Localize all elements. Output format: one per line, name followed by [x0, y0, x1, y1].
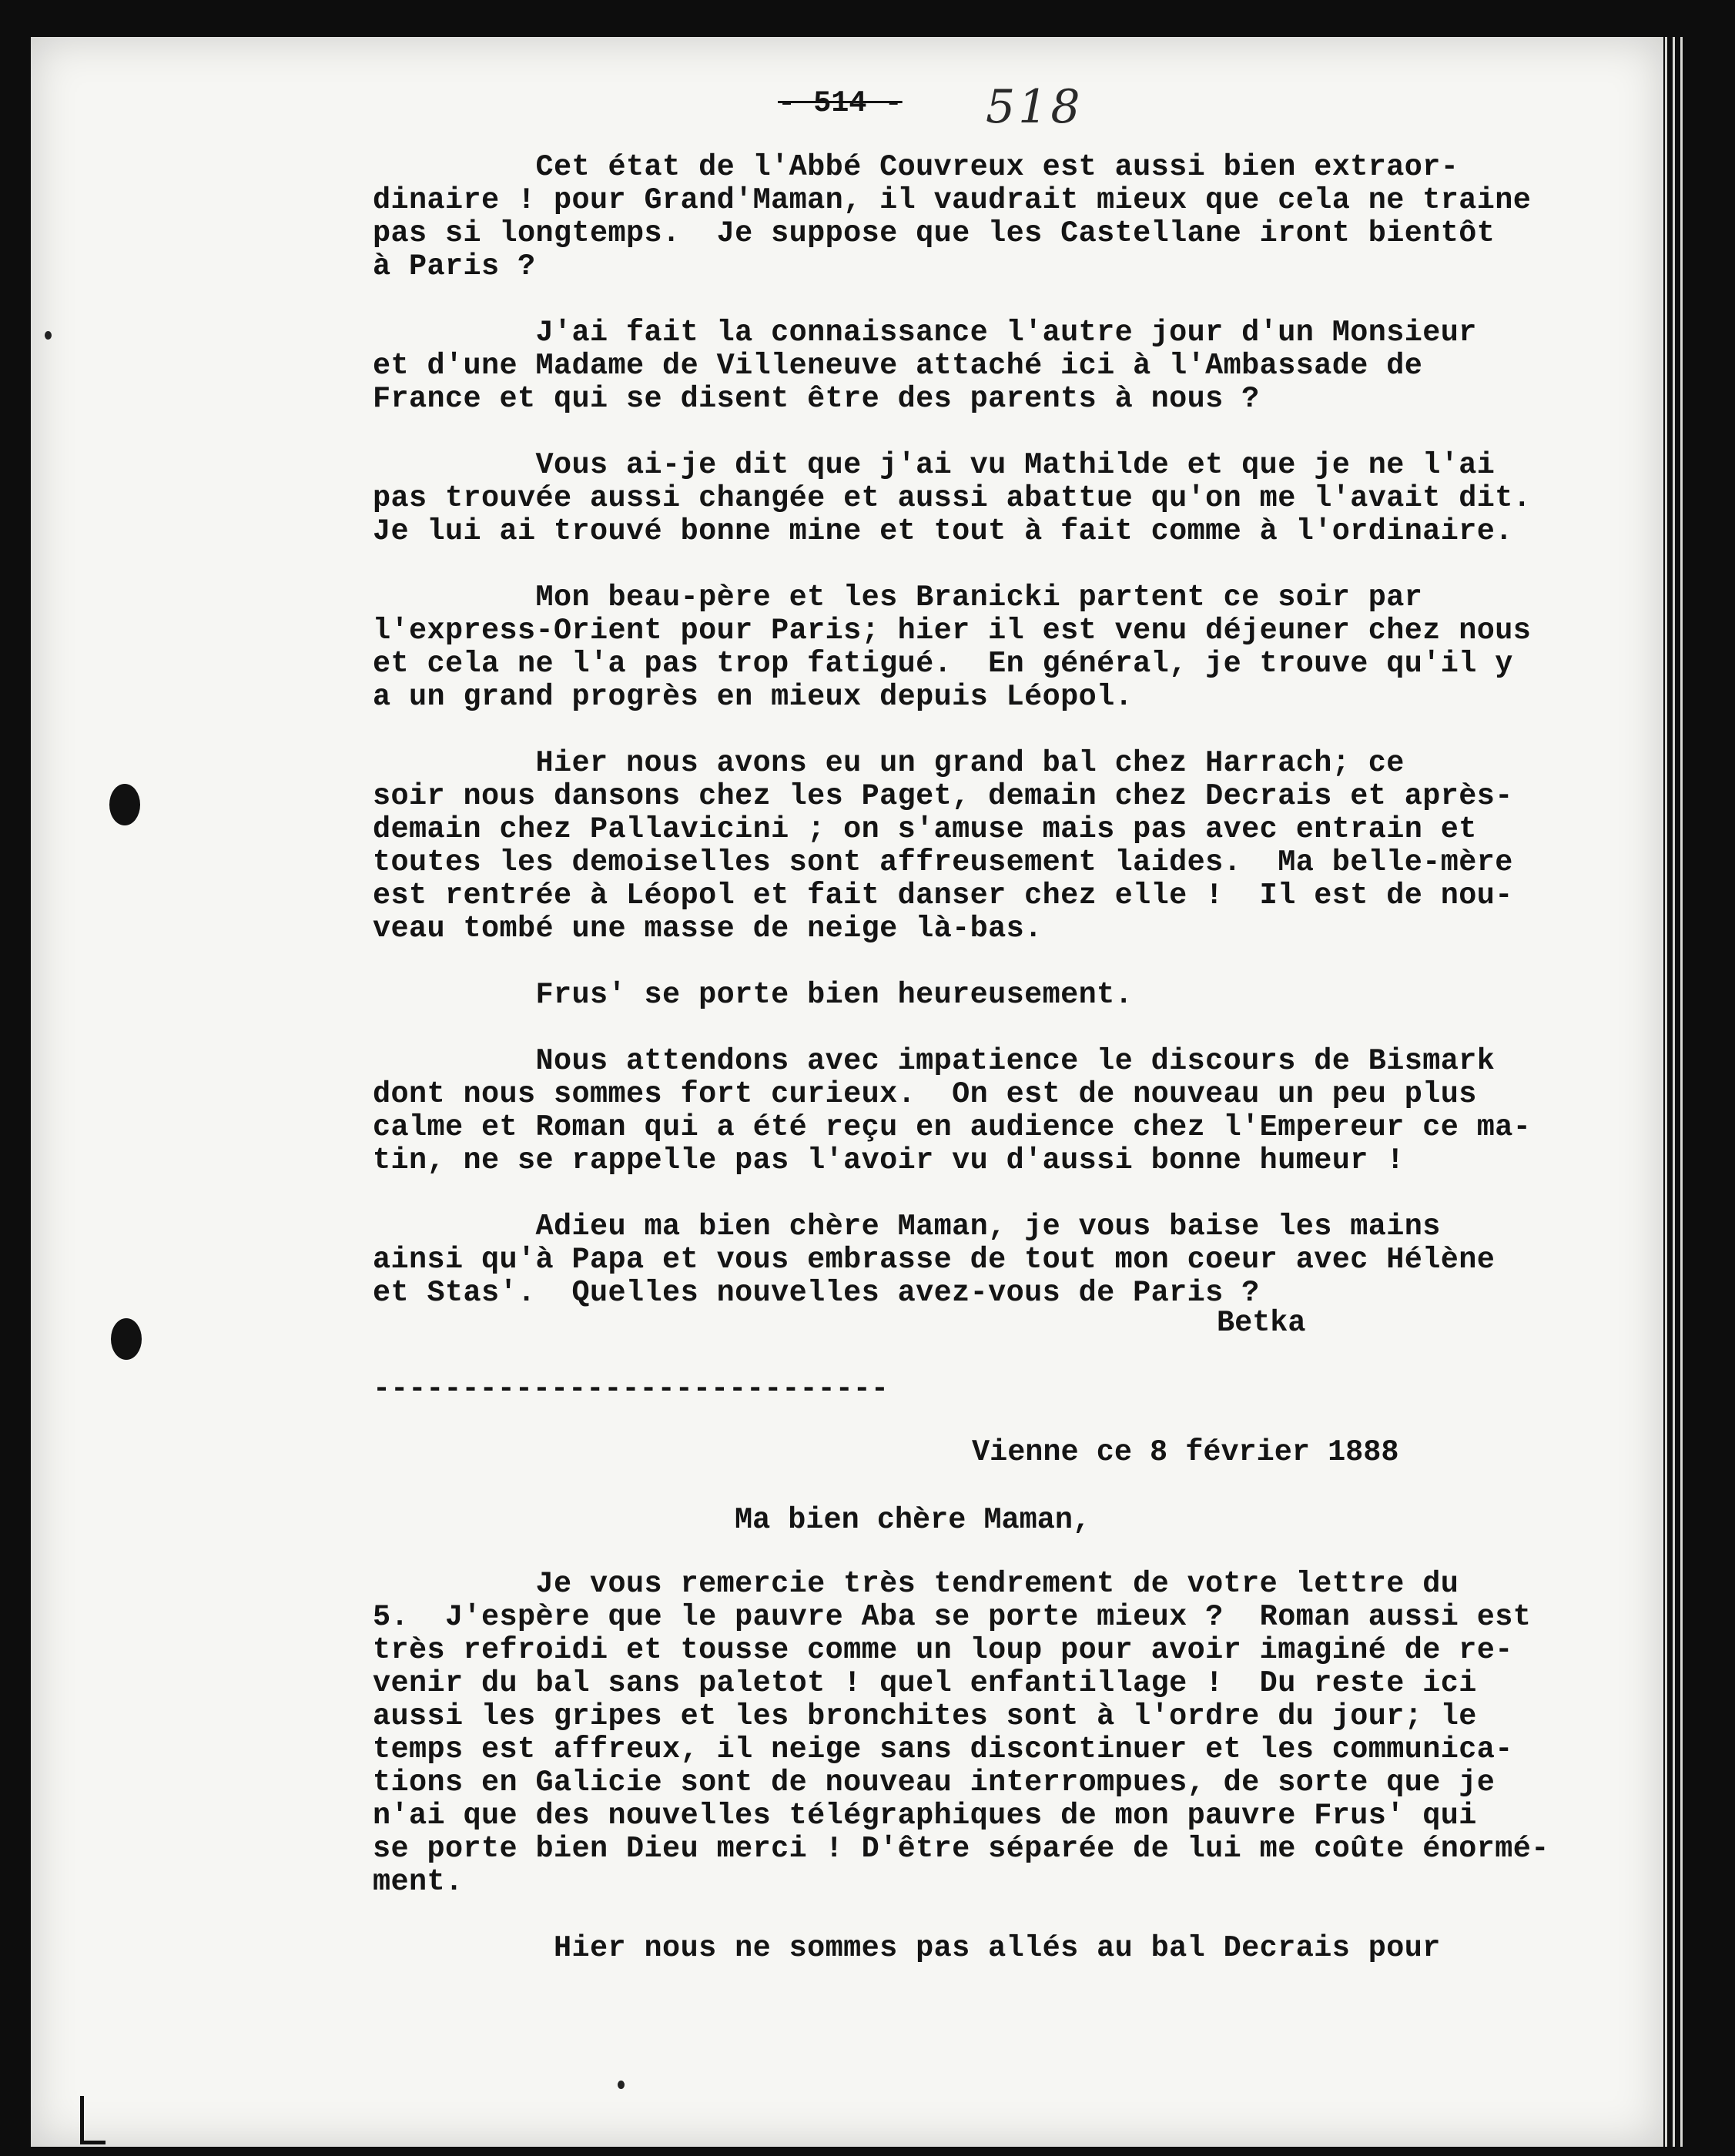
- salutation: Ma bien chère Maman,: [735, 1503, 1091, 1537]
- corner-mark: [80, 2096, 106, 2144]
- text-line: veau tombé une masse de neige là-bas.: [373, 912, 1043, 946]
- text-line: Adieu ma bien chère Maman, je vous baise les mains: [373, 1210, 1441, 1244]
- text-line: très refroidi et tousse comme un loup pour avoir imaginé de re-: [373, 1633, 1513, 1667]
- text-line: ment.: [373, 1865, 464, 1899]
- paragraph-gap: [373, 1899, 1643, 1932]
- paragraph-gap: [373, 1012, 1628, 1045]
- text-line: dinaire ! pour Grand'Maman, il vaudrait mieux que cela ne traine: [373, 183, 1532, 217]
- paragraph-gap: [373, 946, 1628, 979]
- separator-line: -----------------------------: [373, 1372, 889, 1406]
- paragraph: [373, 151, 1628, 283]
- page-edge: [1665, 37, 1667, 2147]
- text-line: tions en Galicie sont de nouveau interrompues, de sorte que je: [373, 1766, 1496, 1799]
- text-line: France et qui se disent être des parents à nous ?: [373, 382, 1260, 416]
- text-line: dont nous sommes fort curieux. On est de nouveau un peu plus: [373, 1077, 1477, 1111]
- text-line: et cela ne l'a pas trop fatigué. En général, je trouve qu'il y: [373, 647, 1513, 681]
- text-line: Frus' se porte bien heureusement.: [373, 978, 1134, 1012]
- paragraph: [373, 1932, 1643, 1965]
- text-line: n'ai que des nouvelles télégraphiques de mon pauvre Frus' qui: [373, 1799, 1477, 1833]
- dateline: Vienne ce 8 février 1888: [972, 1435, 1399, 1469]
- paragraph: [373, 979, 1628, 1012]
- text-line: tin, ne se rappelle pas l'avoir vu d'aussi bonne humeur !: [373, 1143, 1405, 1177]
- text-line: soir nous dansons chez les Paget, demain chez Decrais et après-: [373, 779, 1513, 813]
- signature: Betka: [1217, 1306, 1306, 1340]
- punch-hole-small: [45, 331, 52, 340]
- paragraph: [373, 316, 1628, 416]
- text-line: 5. J'espère que le pauvre Aba se porte mieux ? Roman aussi est: [373, 1600, 1532, 1634]
- paragraph: [373, 747, 1628, 946]
- text-line: a un grand progrès en mieux depuis Léopol.: [373, 680, 1134, 714]
- paragraph-gap: [373, 548, 1628, 581]
- text-line: l'express-Orient pour Paris; hier il est venu déjeuner chez nous: [373, 614, 1532, 648]
- text-line: Mon beau-père et les Branicki partent ce soir par: [373, 581, 1423, 614]
- text-line: et Stas'. Quelles nouvelles avez-vous de Paris ?: [373, 1276, 1260, 1310]
- text-line: demain chez Pallavicini ; on s'amuse mais pas avec entrain et: [373, 812, 1477, 846]
- text-line: venir du bal sans paletot ! quel enfantillage ! Du reste ici: [373, 1666, 1477, 1700]
- text-line: et d'une Madame de Villeneuve attaché ici à l'Ambassade de: [373, 349, 1423, 383]
- text-line: temps est affreux, il neige sans discontinuer et les communica-: [373, 1732, 1513, 1766]
- punch-hole: [109, 784, 140, 825]
- text-line: Nous attendons avec impatience le discours de Bismark: [373, 1044, 1496, 1078]
- text-line: Cet état de l'Abbé Couvreux est aussi bien extraor-: [373, 150, 1459, 184]
- paragraph-gap: [373, 714, 1628, 747]
- text-line: pas si longtemps. Je suppose que les Castellane iront bientôt: [373, 216, 1496, 250]
- paragraph: [373, 1045, 1628, 1177]
- text-line: Vous ai-je dit que j'ai vu Mathilde et que je ne l'ai: [373, 448, 1496, 482]
- text-line: Hier nous ne sommes pas allés au bal Decrais pour: [373, 1931, 1441, 1965]
- punch-hole: [111, 1318, 142, 1360]
- text-line: J'ai fait la connaissance l'autre jour d'un Monsieur: [373, 316, 1477, 350]
- letter-body-2: [373, 1568, 1643, 1965]
- paragraph: [373, 581, 1628, 714]
- typed-page-number: - 514 -: [778, 86, 903, 120]
- text-line: pas trouvée aussi changée et aussi abattue qu'on me l'avait dit.: [373, 481, 1532, 515]
- text-line: Hier nous avons eu un grand bal chez Harrach; ce: [373, 746, 1405, 780]
- paragraph-gap: [373, 1177, 1628, 1210]
- text-line: calme et Roman qui a été reçu en audience chez l'Empereur ce ma-: [373, 1110, 1532, 1144]
- paragraph: [373, 449, 1628, 548]
- text-line: à Paris ?: [373, 249, 536, 283]
- paragraph-gap: [373, 416, 1628, 449]
- text-line: ainsi qu'à Papa et vous embrasse de tout mon coeur avec Hélène: [373, 1243, 1496, 1277]
- paragraph-gap: [373, 283, 1628, 316]
- text-line: est rentrée à Léopol et fait danser chez elle ! Il est de nou-: [373, 879, 1513, 912]
- page-edge: [1680, 37, 1683, 2147]
- text-line: Je lui ai trouvé bonne mine et tout à fait comme à l'ordinaire.: [373, 514, 1513, 548]
- text-line: toutes les demoiselles sont affreusement laides. Ma belle-mère: [373, 845, 1513, 879]
- page-edge: [1673, 37, 1675, 2147]
- text-line: Je vous remercie très tendrement de votre lettre du: [373, 1567, 1459, 1601]
- text-line: se porte bien Dieu merci ! D'être séparée de lui me coûte énormé-: [373, 1832, 1549, 1866]
- paragraph: [373, 1568, 1643, 1899]
- handwritten-page-number: 518: [986, 80, 1084, 134]
- letter-body-1: [373, 151, 1628, 1310]
- paragraph: [373, 1210, 1628, 1310]
- text-line: aussi les gripes et les bronchites sont à l'ordre du jour; le: [373, 1699, 1477, 1733]
- punch-hole-small: [618, 2081, 625, 2089]
